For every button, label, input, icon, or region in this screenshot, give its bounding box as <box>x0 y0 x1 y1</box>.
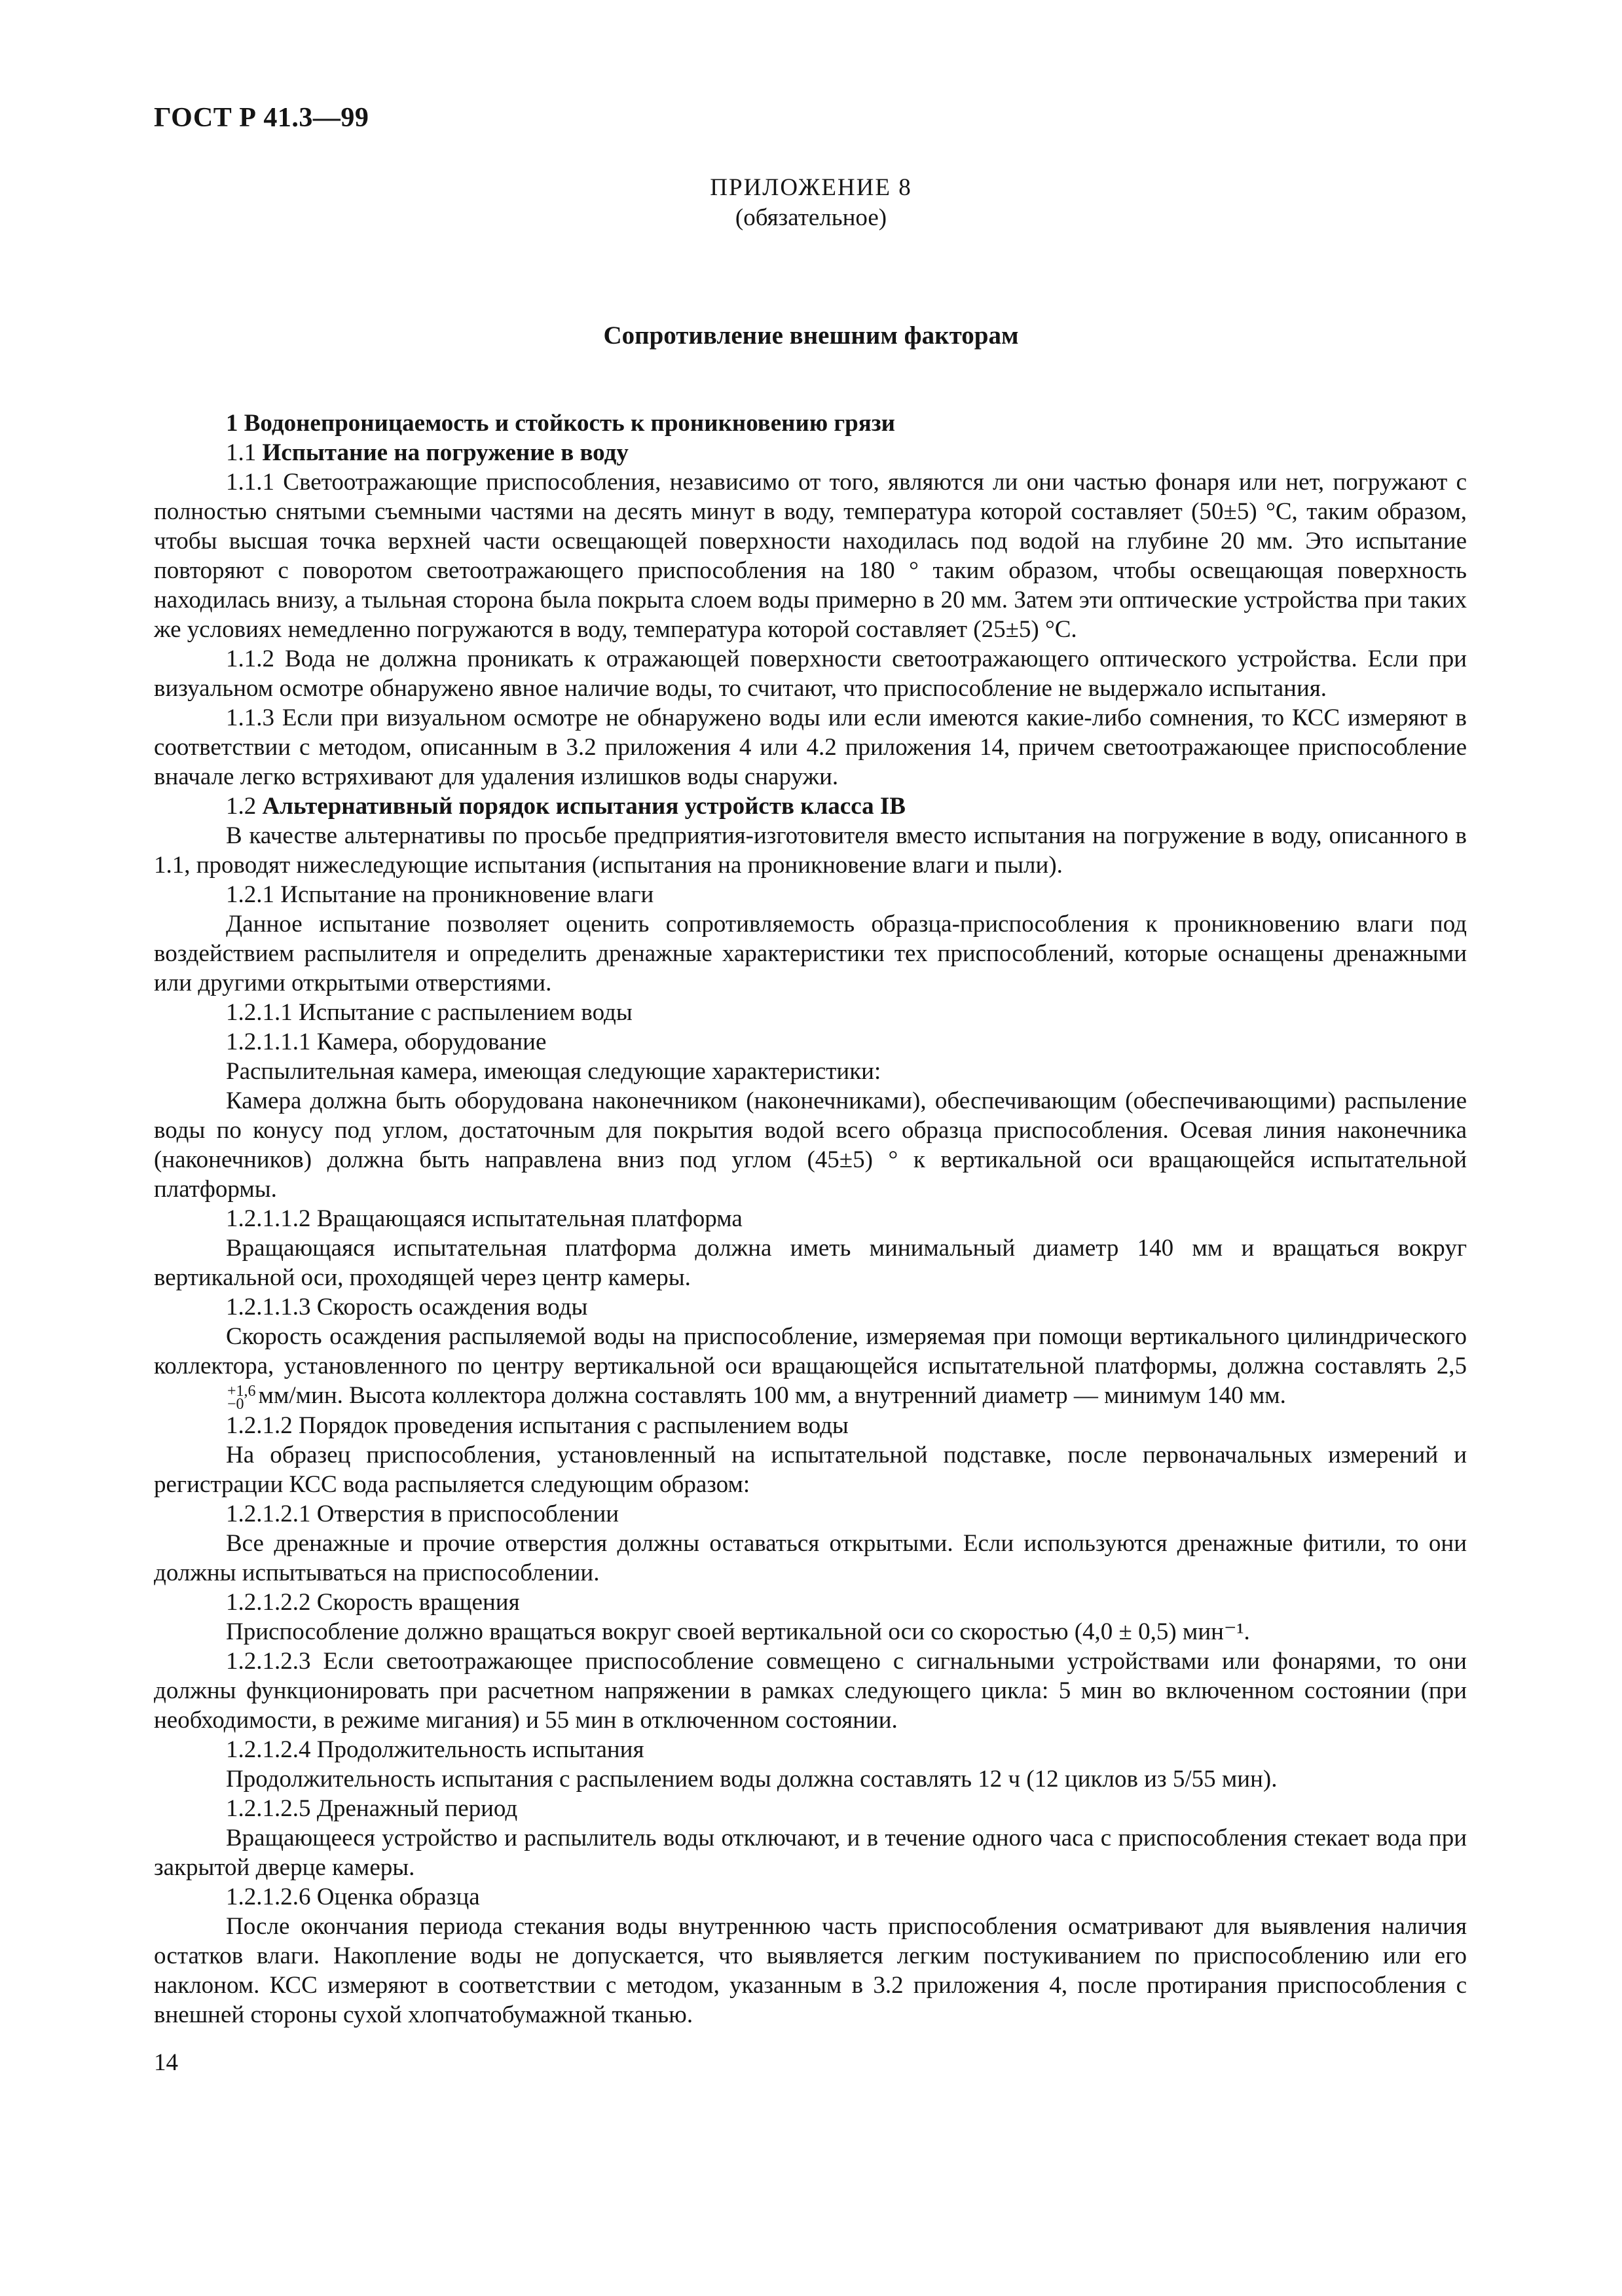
paragraph-text: 1.2.1.2.5 Дренажный период <box>226 1795 518 1822</box>
tolerance-fraction <box>155 1382 256 1413</box>
paragraph <box>154 909 1467 998</box>
paragraph <box>154 1440 1467 1499</box>
paragraph-text: 1.2.1.2.2 Скорость вращения <box>226 1588 520 1616</box>
paragraph-text: 1.1.1 Светоотражающие приспособления, независимо от того, являются ли они частью фонаря или нет, погружают с полностью снятыми съемными частями на десять минут в воду, температура которой составляет (50±5) °C, таким образом, чтобы высшая точка верхней части освещающей поверхности находилась под водой на глубине 20 мм. Это испытание повторяют с поворотом светоотражающего приспособления на 180 ° таким образом, чтобы освещающая поверхность находилась внизу, а тыльная сторона была покрыта слоем воды примерно в 20 мм. Затем эти оптические устройства при таких же условиях немедленно погружаются в воду, температура которой составляет (25±5) °C. <box>154 469 1467 643</box>
paragraph-text: После окончания периода стекания воды внутреннюю часть приспособления осматривают для выявления наличия остатков влаги. Накопление воды не допускается, что выявляется легким постукиванием по приспособлению или его наклоном. КСС измеряют в соответствии с методом, указанным в 3.2 приложения 4, после протирания приспособления с внешней стороны сухой хлопчатобумажной тканью. <box>154 1912 1467 2028</box>
paragraph <box>154 880 1467 909</box>
paragraph-text: мм/мин. Высота коллектора должна составлять 100 мм, а внутренний диаметр — минимум 140 мм. <box>258 1382 1286 1409</box>
subsection-title: Испытание на погружение в воду <box>262 439 629 466</box>
subsection-number: 1.2 <box>226 793 257 820</box>
tolerance-upper: +1,6 <box>227 1382 256 1400</box>
paragraph-text: 1.2.1.2.1 Отверстия в приспособлении <box>226 1500 619 1527</box>
paragraph <box>154 1499 1467 1529</box>
paragraph-text: 1.2.1.1 Испытание с распылением воды <box>226 999 633 1026</box>
paragraph-text: 1.2.1.2.4 Продолжительность испытания <box>226 1736 644 1763</box>
paragraph-text: 1.2.1.2.3 Если светоотражающее приспособление совмещено с сигнальными устройствами или фонарями, то они должны функционировать при расчетном напряжении в рамках следующего цикла: 5 мин во включенном состоянии (при необходимости, в режиме мигания) и 55 мин в отключенном состоянии. <box>154 1647 1467 1734</box>
paragraph <box>154 1794 1467 1823</box>
paragraph-text: Данное испытание позволяет оценить сопротивляемость образца-приспособления к проникновению влаги под воздействием распылителя и определить дренажные характеристики тех приспособлений, которые оснащены дренажными или другими открытыми отверстиями. <box>154 911 1467 996</box>
paragraph <box>154 1647 1467 1735</box>
paragraph-text: Приспособление должно вращаться вокруг своей вертикальной оси со скоростью (4,0 ± 0,5) мин⁻¹. <box>226 1618 1250 1645</box>
paragraph <box>154 1292 1467 1322</box>
paragraph <box>154 1057 1467 1086</box>
paragraph <box>154 1912 1467 2030</box>
paragraph <box>154 1086 1467 1204</box>
section-heading <box>154 409 1467 438</box>
paragraph-text: Вращающаяся испытательная платформа должна иметь минимальный диаметр 140 мм и вращаться вокруг вертикальной оси, проходящей через центр камеры. <box>154 1235 1467 1291</box>
subsection-heading <box>154 792 1467 821</box>
paragraph <box>154 1735 1467 1764</box>
paragraph-text: Распылительная камера, имеющая следующие характеристики: <box>226 1058 881 1085</box>
paragraph <box>154 1411 1467 1440</box>
paragraph <box>154 1529 1467 1588</box>
paragraph-text: 1.2.1 Испытание на проникновение влаги <box>226 881 654 908</box>
paragraph <box>154 1882 1467 1912</box>
paragraph-text: Скорость осаждения распыляемой воды на приспособление, измеряемая при помощи вертикального цилиндрического коллектора, установленного по центру вертикальной оси вращающейся испытательной платформы, должна составлять 2,5 <box>154 1323 1467 1379</box>
paragraph-text: 1.2.1.2.6 Оценка образца <box>226 1883 480 1910</box>
document-code: ГОСТ Р 41.3—99 <box>154 103 369 133</box>
section-title: Сопротивление внешним факторам <box>603 321 1019 350</box>
paragraph <box>154 1233 1467 1292</box>
paragraph <box>154 1322 1467 1411</box>
paragraph-text: 1.1.2 Вода не должна проникать к отражающей поверхности светоотражающего оптического устройства. Если при визуальном осмотре обнаружено явное наличие воды, то считают, что приспособление не выдержало испытания. <box>154 646 1467 702</box>
paragraph-text: Все дренажные и прочие отверстия должны оставаться открытыми. Если используются дренажные фитили, то они должны испытываться на приспособлении. <box>154 1529 1467 1586</box>
paragraph-text: 1.2.1.2 Порядок проведения испытания с распылением воды <box>226 1412 849 1439</box>
section-heading-text: 1 Водонепроницаемость и стойкость к проникновению грязи <box>226 410 895 437</box>
paragraph <box>154 1588 1467 1617</box>
paragraph <box>154 821 1467 880</box>
paragraph-text: На образец приспособления, установленный на испытательной подставке, после первоначальных измерений и регистрации КСС вода распыляется следующим образом: <box>154 1441 1467 1498</box>
paragraph-text: 1.2.1.1.1 Камера, оборудование <box>226 1029 547 1055</box>
paragraph <box>154 1617 1467 1647</box>
subsection-title: Альтернативный порядок испытания устройств класса IB <box>262 793 906 820</box>
page-number: 14 <box>154 2049 178 2076</box>
paragraph-text: 1.1.3 Если при визуальном осмотре не обнаружено воды или если имеются какие-либо сомнения, то КСС измеряют в соответствии с методом, описанным в 3.2 приложения 4 или 4.2 приложения 14, причем светоотражающее приспособление вначале легко встряхивают для удаления излишков воды снаружи. <box>154 704 1467 790</box>
paragraph <box>154 467 1467 644</box>
subsection-heading <box>154 438 1467 467</box>
subsection-number: 1.1 <box>226 439 257 466</box>
paragraph-text: Вращающееся устройство и распылитель воды отключают, и в течение одного часа с приспособления стекает вода при закрытой дверце камеры. <box>154 1824 1467 1881</box>
paragraph <box>154 644 1467 703</box>
annex-subtitle: (обязательное) <box>735 204 887 231</box>
annex-title: ПРИЛОЖЕНИЕ 8 <box>710 174 912 201</box>
tolerance-lower: −0 <box>227 1395 244 1413</box>
paragraph <box>154 998 1467 1027</box>
paragraph-text: Продолжительность испытания с распылением воды должна составлять 12 ч (12 циклов из 5/55 мин). <box>226 1765 1278 1793</box>
paragraph <box>154 1764 1467 1794</box>
paragraph-text: 1.2.1.1.3 Скорость осаждения воды <box>226 1294 588 1321</box>
paragraph-text: В качестве альтернативы по просьбе предприятия-изготовителя вместо испытания на погружение в воду, описанного в 1.1, проводят нижеследующие испытания (испытания на проникновение влаги и пыли). <box>154 822 1467 879</box>
document-body <box>154 409 1467 2030</box>
paragraph <box>154 703 1467 792</box>
paragraph-text: Камера должна быть оборудована наконечником (наконечниками), обеспечивающим (обеспечивающими) распыление воды по конусу под углом, достаточным для покрытия водой всего образца приспособления. Осевая линия наконечника (наконечников) должна быть направлена вниз под углом (45±5) ° к вертикальной оси вращающейся испытательной платформы. <box>154 1087 1467 1203</box>
paragraph <box>154 1027 1467 1057</box>
paragraph <box>154 1823 1467 1882</box>
paragraph <box>154 1204 1467 1233</box>
paragraph-text: 1.2.1.1.2 Вращающаяся испытательная платформа <box>226 1205 743 1232</box>
